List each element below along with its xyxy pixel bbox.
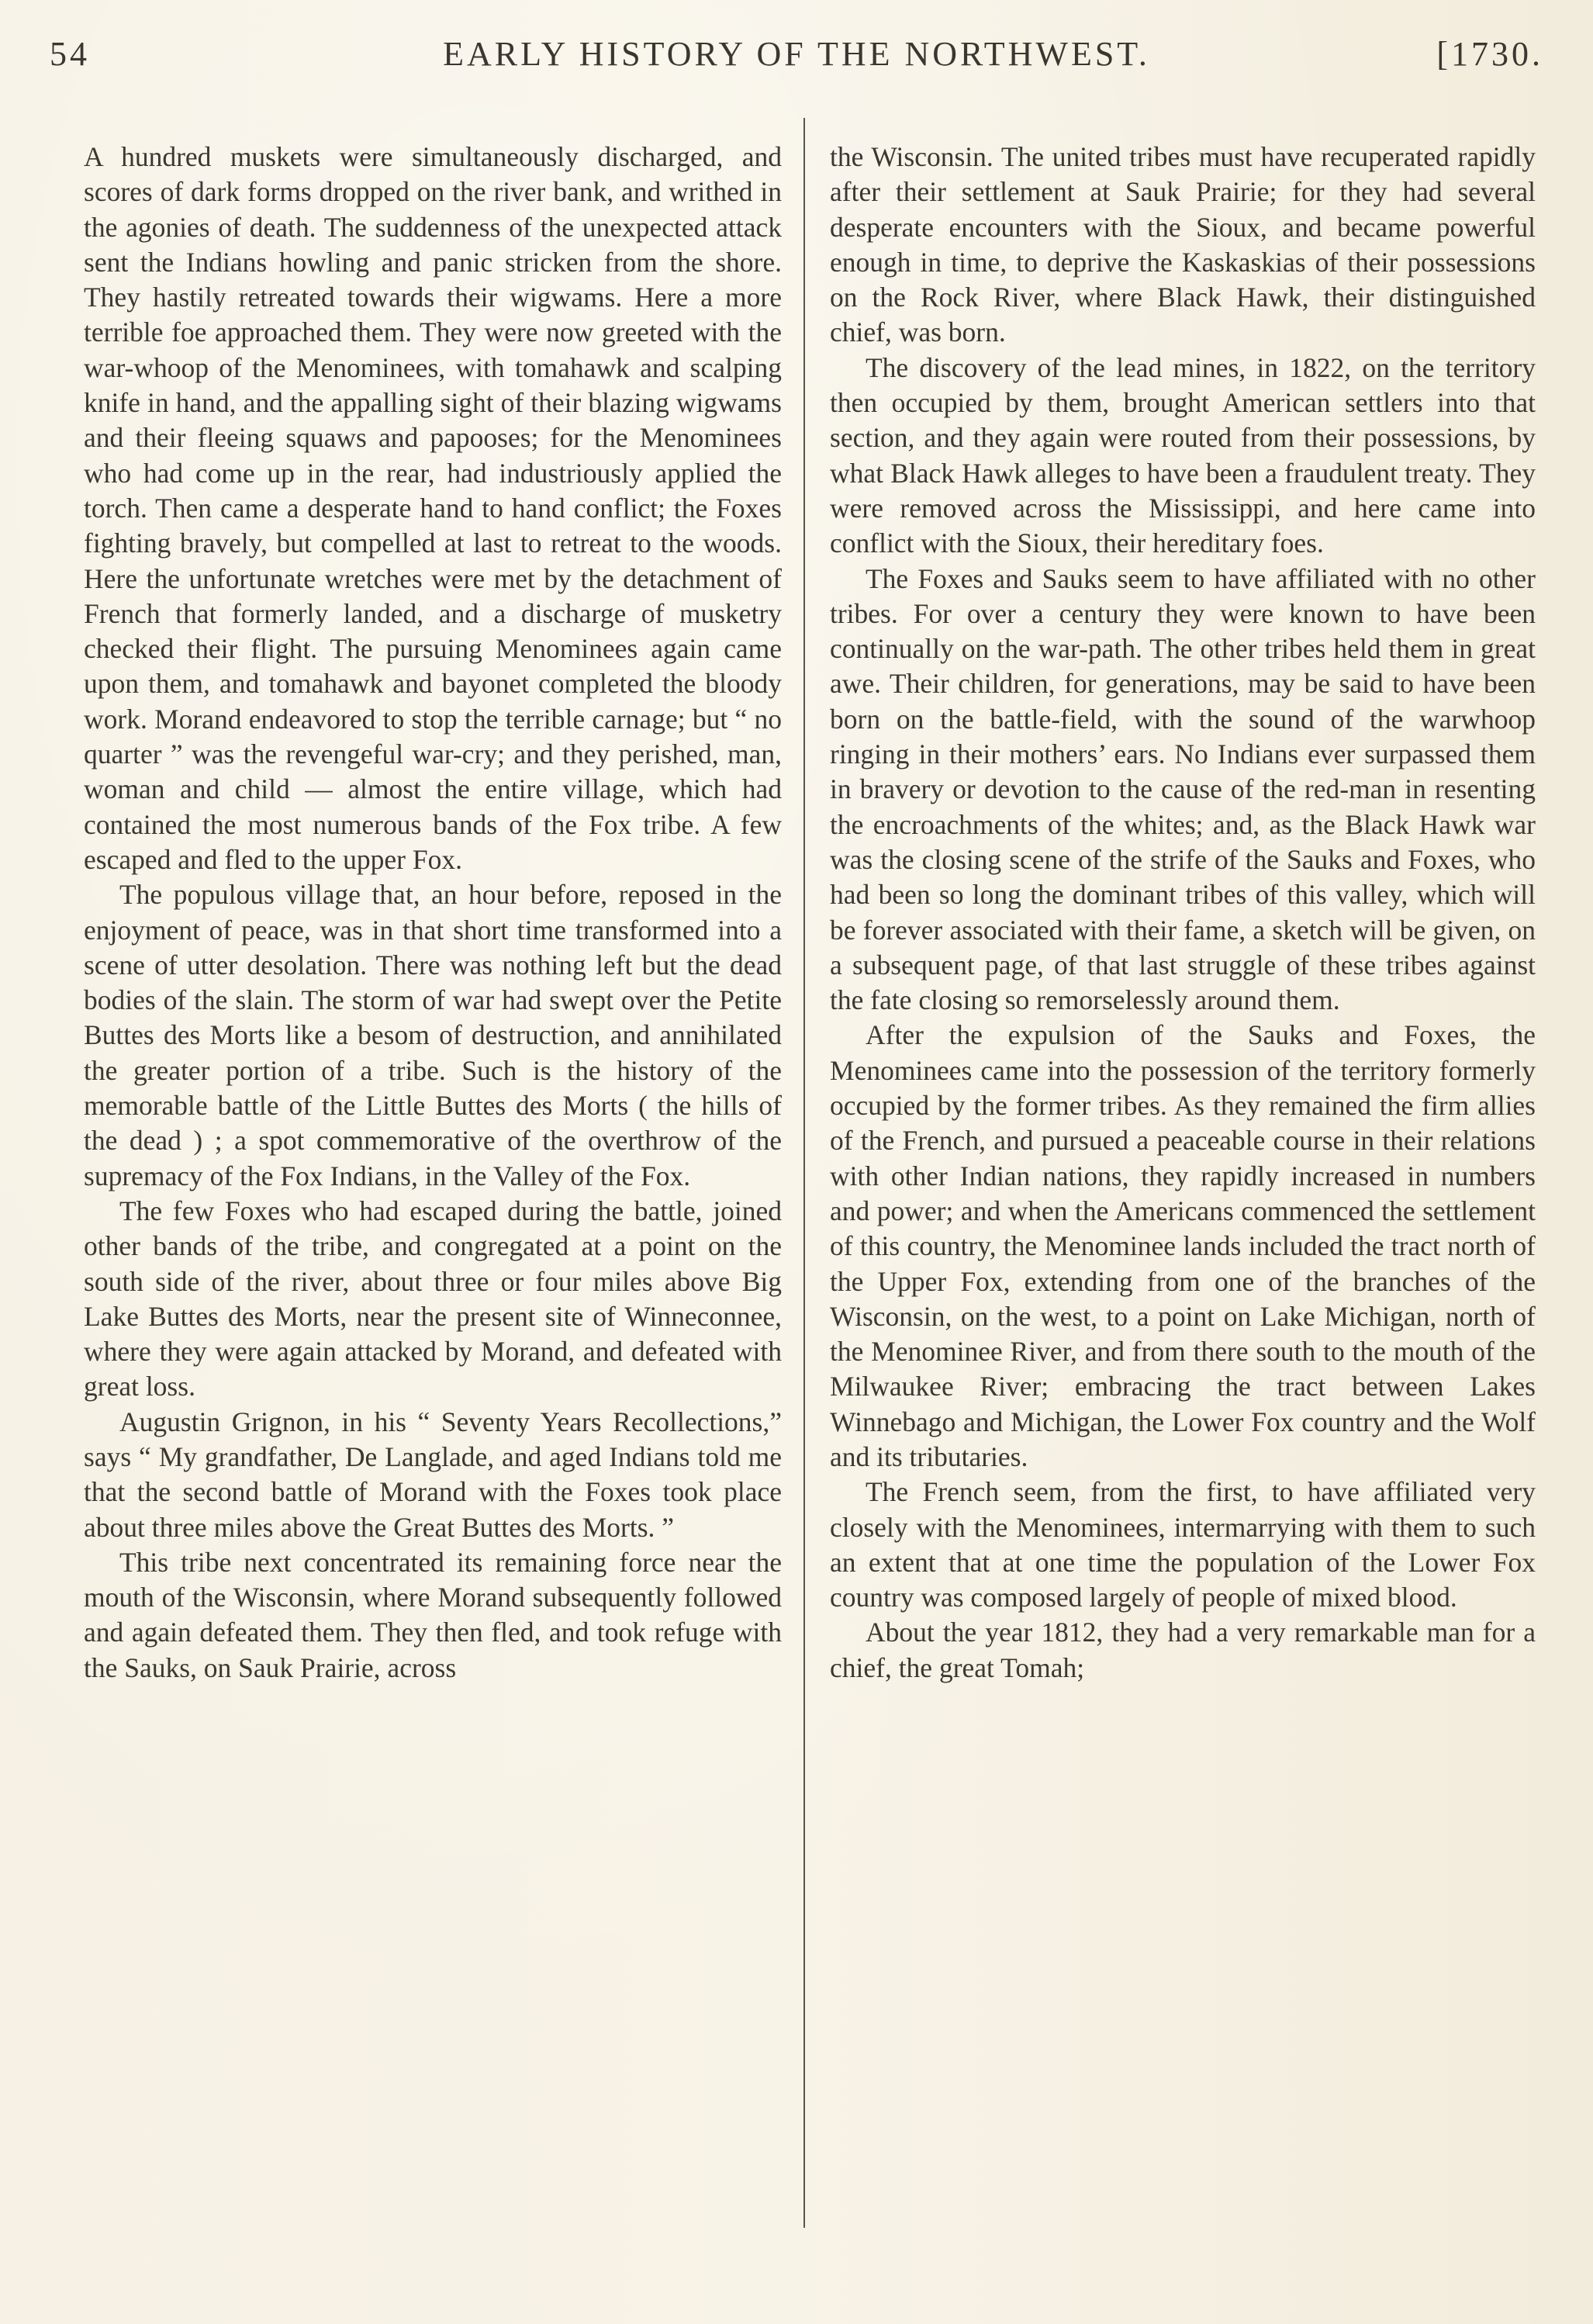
paragraph: The Foxes and Sauks seem to have affiliated with no other tribes. For over a century they were known to have been continually on the war-path. The other tribes held them in great awe. Their children, for generations, may be said to have been born on the battle-field, with the sound of the warwhoop ringing in their mothers’ ears. No Indians ever surpassed them in bravery or devotion to the cause of the red-man in resenting the encroachments of the whites; and, as the Black Hawk war was the closing scene of the strife of the Sauks and Foxes, who had been so long the dominant tribes of this valley, which will be forever associated with their fame, a sketch will be given, on a subsequent page, of that last struggle of these tribes against the fate closing so remorselessly around them. bbox=[830, 562, 1536, 1016]
paragraph: The populous village that, an hour before, reposed in the enjoyment of peace, was in that short time transformed into a scene of utter desolation. There was nothing left but the dead bodies of the slain. The storm of war had swept over the Petite Buttes des Morts like a besom of destruction, and annihilated the greater portion of a tribe. Such is the history of the memorable battle of the Little Buttes des Morts ( the hills of the dead ) ; a spot commemorative of the overthrow of the supremacy of the Fox Indians, in the Valley of the Fox. bbox=[84, 879, 782, 1191]
paragraph: the Wisconsin. The united tribes must have recuperated rapidly after their settlement at Sauk Prairie; for they had several desperate encounters with the Sioux, and became powerful enough in time, to deprive the Kaskaskias of their possessions on the Rock River, where Black Hawk, their distinguished chief, was born. bbox=[830, 141, 1536, 348]
paragraph: Augustin Grignon, in his “ Seventy Years Recollections,” says “ My grandfather, De Langlade, and aged Indians told me that the second battle of Morand with the Foxes took place about three miles above the Great Buttes des Morts. ” bbox=[84, 1406, 782, 1543]
paragraph: This tribe next concentrated its remaining force near the mouth of the Wisconsin, where Morand subsequently followed and again defeated them. They then fled, and took refuge with the Sauks, on Sauk Prairie, across bbox=[84, 1546, 782, 1683]
running-header bbox=[50, 34, 1543, 81]
paragraph: The discovery of the lead mines, in 1822, on the territory then occupied by them, brought American settlers into that section, and they again were routed from their possessions, by what Black Hawk alleges to have been a fraudulent treaty. They were removed across the Mississippi, and here came into conflict with the Sioux, their hereditary foes. bbox=[830, 351, 1536, 559]
right-column bbox=[830, 140, 1536, 1686]
running-title: EARLY HISTORY OF THE NORTHWEST. bbox=[443, 35, 1150, 73]
paragraph: The French seem, from the first, to have affiliated very closely with the Menominees, intermarrying with them to such an extent that at one time the population of the Lower Fox country was composed largely of people of mixed blood. bbox=[830, 1476, 1536, 1613]
column-divider bbox=[803, 118, 805, 2228]
paragraph: After the expulsion of the Sauks and Foxes, the Menominees came into the possession of the territory formerly occupied by the former tribes. As they remained the firm allies of the French, and pursued a peaceable course in their relations with other Indian nations, they rapidly increased in numbers and power; and when the Americans commenced the settlement of this country, the Menominee lands included the tract north of the Upper Fox, extending from one of the branches of the Wisconsin, on the west, to a point on Lake Michigan, north of the Menominee River, and from there south to the mouth of the Milwaukee River; embracing the tract between Lakes Winnebago and Michigan, the Lower Fox country and the Wolf and its tributaries. bbox=[830, 1019, 1536, 1472]
page-year: [1730. bbox=[1436, 35, 1543, 73]
page-number: 54 bbox=[50, 35, 90, 73]
paragraph: The few Foxes who had escaped during the battle, joined other bands of the tribe, and congregated at a point on the south side of the river, about three or four miles above Big Lake Buttes des Morts, near the present site of Winneconnee, where they were again attacked by Morand, and defeated with great loss. bbox=[84, 1195, 782, 1402]
paragraph: About the year 1812, they had a very remarkable man for a chief, the great Tomah; bbox=[830, 1617, 1536, 1683]
paragraph: A hundred muskets were simultaneously discharged, and scores of dark forms dropped on the river bank, and writhed in the agonies of death. The suddenness of the unexpected attack sent the Indians howling and panic stricken from the shore. They hastily retreated towards their wigwams. Here a more terrible foe approached them. They were now greeted with the war-whoop of the Menominees, with tomahawk and scalping knife in hand, and the appalling sight of their blazing wigwams and their fleeing squaws and papooses; for the Menominees who had come up in the rear, had industriously applied the torch. Then came a desperate hand to hand conflict; the Foxes fighting bravely, but compelled at last to retreat to the woods. Here the unfortunate wretches were met by the detachment of French that formerly landed, and a discharge of musketry checked their flight. The pursuing Menominees again came upon them, and tomahawk and bayonet completed the bloody work. Morand endeavored to stop the terrible carnage; but “ no quarter ” was the revengeful war-cry; and they perished, man, woman and child — almost the entire village, which had contained the most numerous bands of the Fox tribe. A few escaped and fled to the upper Fox. bbox=[84, 141, 782, 875]
left-column bbox=[84, 140, 782, 1686]
